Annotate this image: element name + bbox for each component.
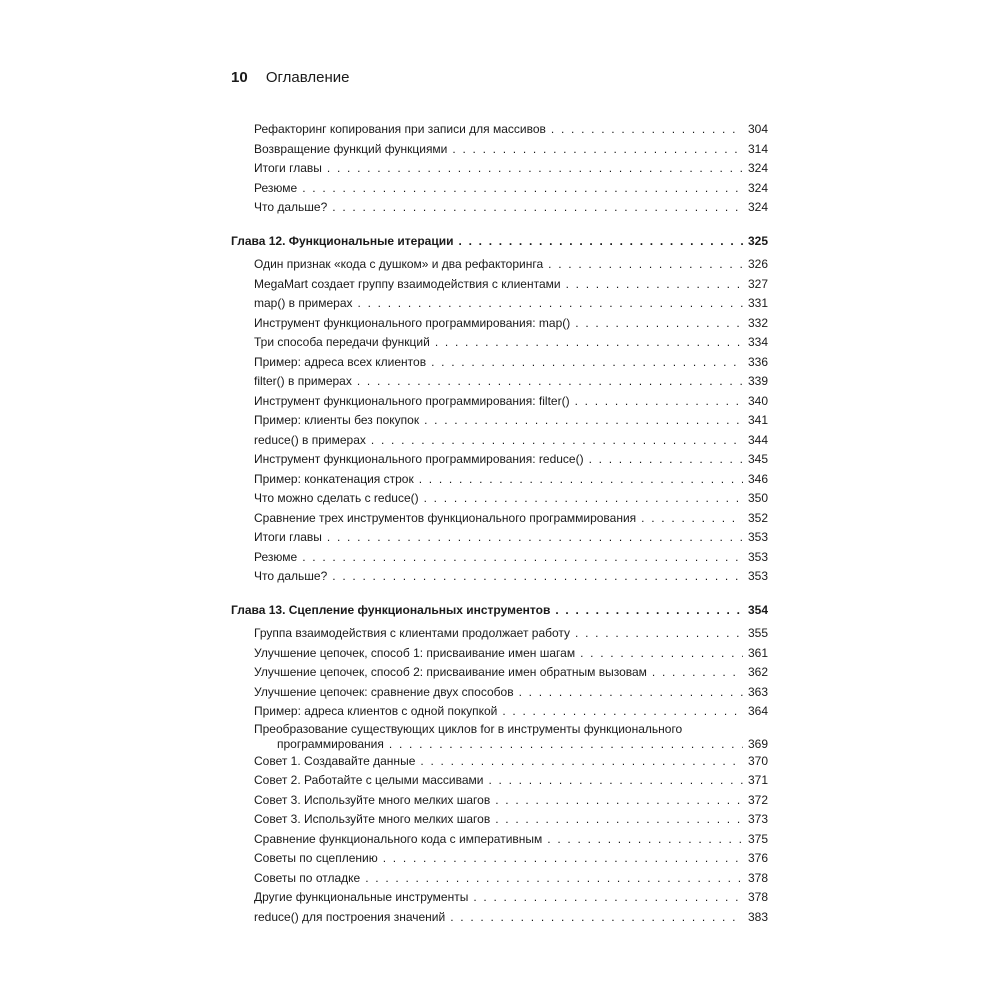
dot-leader	[365, 869, 743, 889]
dot-leader	[641, 509, 743, 529]
toc-chapter-title: Глава 12. Функциональные итерации	[231, 233, 454, 248]
toc-entry-title: Сравнение функционального кода с императивным	[254, 831, 543, 846]
toc-entry	[231, 702, 768, 722]
dot-leader	[302, 179, 743, 199]
toc-entry	[231, 120, 768, 140]
toc-entry-title: Советы по отладке	[254, 870, 361, 885]
toc-entry	[231, 722, 768, 752]
toc-entry-title: Возвращение функций функциями	[254, 141, 448, 156]
toc-entry-page: 370	[747, 753, 768, 768]
toc-entry-title: Резюме	[254, 180, 298, 195]
dot-leader	[435, 333, 743, 353]
running-head	[231, 68, 350, 88]
toc-entry	[231, 275, 768, 295]
dot-leader	[424, 489, 743, 509]
toc-entry-title: Что дальше?	[254, 200, 328, 214]
toc-chapter	[231, 601, 768, 621]
toc-entry	[231, 548, 768, 568]
toc-entry-title: Итоги главы	[254, 530, 322, 544]
toc-entry	[231, 663, 768, 683]
toc-entry-page: 362	[747, 665, 768, 679]
dot-leader	[371, 431, 743, 451]
dot-leader	[551, 120, 743, 140]
toc-entry-page: 340	[747, 393, 768, 408]
dot-leader	[495, 791, 743, 811]
toc-chapter	[231, 232, 768, 252]
toc-entry-page: 355	[747, 626, 768, 640]
toc-entry	[231, 888, 768, 908]
dot-leader	[488, 771, 743, 791]
toc-entry	[231, 431, 768, 451]
toc-entry-title: Другие функциональные инструменты	[254, 890, 469, 904]
toc-entry	[231, 509, 768, 529]
toc-entry-page: 339	[747, 374, 768, 388]
toc-entry-page: 324	[747, 180, 768, 195]
toc-entry-title: Три способа передачи функций	[254, 335, 430, 349]
toc-entry-page: 376	[747, 851, 768, 865]
toc-entry-title: Преобразование существующих циклов for в инструменты функционального	[254, 721, 683, 736]
toc-entry	[231, 255, 768, 275]
dot-leader	[327, 159, 743, 179]
toc-entry-title: Совет 3. Используйте много мелких шагов	[254, 792, 491, 807]
toc-entry-title: Совет 1. Создавайте данные	[254, 753, 416, 768]
toc-entry-title: Группа взаимодействия с клиентами продолжает работу	[254, 626, 571, 640]
toc-entry-page: 372	[747, 792, 768, 807]
toc-entry-page: 332	[747, 315, 768, 330]
toc-entry-title: Сравнение трех инструментов функционального программирования	[254, 510, 637, 525]
toc-entry	[231, 372, 768, 392]
toc-entry-page: 304	[747, 122, 768, 136]
dot-leader	[419, 470, 743, 490]
toc-entry	[231, 849, 768, 869]
toc-entry	[231, 771, 768, 791]
toc-entry-page: 369	[747, 736, 768, 751]
dot-leader	[431, 353, 743, 373]
section-title: Оглавление	[265, 69, 350, 86]
toc-entry-page: 378	[747, 870, 768, 885]
dot-leader	[459, 232, 743, 252]
toc-entry-page: 363	[747, 684, 768, 699]
toc-entry	[231, 450, 768, 470]
toc-entry	[231, 179, 768, 199]
toc-entry	[231, 470, 768, 490]
toc-entry-page: 346	[747, 471, 768, 486]
toc-entry-page: 383	[747, 909, 768, 924]
toc-entry-page: 324	[747, 161, 768, 175]
toc-entry-page: 375	[747, 831, 768, 846]
dot-leader	[575, 314, 743, 334]
dot-leader	[332, 198, 743, 218]
toc-entry	[231, 314, 768, 334]
toc-entry-title-cont: программирования	[277, 736, 384, 751]
dot-leader	[580, 644, 743, 664]
toc-entry-page: 331	[747, 296, 768, 310]
dot-leader	[420, 752, 743, 772]
toc-entry-page: 324	[747, 200, 768, 214]
toc-entry	[231, 908, 768, 928]
toc-entry	[231, 411, 768, 431]
toc-entry-page: 353	[747, 530, 768, 544]
dot-leader	[424, 411, 743, 431]
toc-entry	[231, 353, 768, 373]
toc-chapter-page: 325	[747, 233, 768, 248]
toc-entry-title: Что можно сделать с reduce()	[254, 491, 419, 505]
toc-entry	[231, 810, 768, 830]
toc-entry-page: 345	[747, 452, 768, 466]
toc-entry-title: Один признак «кода с душком» и два рефакторинга	[254, 257, 544, 271]
dot-leader	[452, 140, 743, 160]
dot-leader	[357, 372, 743, 392]
page-number: 10	[231, 69, 248, 86]
toc-chapter-page: 354	[747, 602, 768, 617]
toc-entry-title: Инструмент функционального программирования: reduce()	[254, 452, 584, 466]
dot-leader	[566, 275, 743, 295]
toc-entry-title: Пример: адреса клиентов с одной покупкой	[254, 704, 498, 718]
toc-entry-page: 352	[747, 510, 768, 525]
toc-entry	[231, 830, 768, 850]
toc-entry-title: map() в примерах	[254, 296, 353, 310]
toc-entry-title: Улучшение цепочек, способ 1: присваивание имен шагам	[254, 645, 576, 660]
dot-leader	[502, 702, 743, 722]
toc-entry-page: 353	[747, 569, 768, 583]
dot-leader	[575, 624, 743, 644]
toc-entry-title: Улучшение цепочек: сравнение двух способов	[254, 684, 514, 699]
dot-leader	[495, 810, 743, 830]
toc-entry-title: Пример: клиенты без покупок	[254, 413, 420, 427]
toc-entry-page: 350	[747, 491, 768, 505]
toc-entry	[231, 624, 768, 644]
dot-leader	[548, 255, 743, 275]
toc-entry-title: Пример: адреса всех клиентов	[254, 354, 427, 369]
toc-entry-title: Что дальше?	[254, 569, 328, 583]
toc-entry	[231, 333, 768, 353]
toc-entry-page: 326	[747, 257, 768, 271]
toc-entry	[231, 683, 768, 703]
dot-leader	[332, 567, 743, 587]
toc-entry-title: Итоги главы	[254, 161, 322, 175]
toc-entry-page: 373	[747, 812, 768, 826]
toc-entry	[231, 159, 768, 179]
toc-entry-page: 334	[747, 335, 768, 349]
toc-entry	[231, 198, 768, 218]
toc-entry-title: Резюме	[254, 549, 298, 564]
toc-entry-title: Советы по сцеплению	[254, 851, 378, 865]
dot-leader	[555, 601, 743, 621]
toc-entry	[231, 791, 768, 811]
toc-entry-page: 344	[747, 432, 768, 447]
dot-leader	[358, 294, 743, 314]
toc-entry	[231, 567, 768, 587]
toc-entry-page: 353	[747, 549, 768, 564]
dot-leader	[389, 737, 743, 752]
toc-entry	[231, 644, 768, 664]
toc-entry-title: reduce() для построения значений	[254, 909, 446, 924]
dot-leader	[519, 683, 743, 703]
toc-entry	[231, 869, 768, 889]
toc-entry-page: 341	[747, 413, 768, 427]
toc-entry-title: filter() в примерах	[254, 374, 352, 388]
dot-leader	[383, 849, 743, 869]
toc-entry	[231, 140, 768, 160]
dot-leader	[589, 450, 743, 470]
dot-leader	[302, 548, 743, 568]
toc-entry-page: 361	[747, 645, 768, 660]
toc-entry-title: Пример: конкатенация строк	[254, 471, 414, 486]
toc-entry	[231, 528, 768, 548]
toc-entry-title: Совет 2. Работайте с целыми массивами	[254, 773, 484, 787]
toc-entry-page: 327	[747, 276, 768, 291]
toc-chapter-title: Глава 13. Сцепление функциональных инструментов	[231, 602, 551, 617]
toc-entry	[231, 489, 768, 509]
toc-entry	[231, 752, 768, 772]
toc-entry-title: MegaMart создает группу взаимодействия с клиентами	[254, 276, 561, 291]
toc-entry	[231, 294, 768, 314]
table-of-contents	[231, 120, 768, 927]
dot-leader	[652, 663, 743, 683]
dot-leader	[575, 392, 743, 412]
toc-entry-title: Рефакторинг копирования при записи для массивов	[254, 122, 546, 136]
toc-entry-title: Инструмент функционального программирования: filter()	[254, 393, 570, 408]
dot-leader	[327, 528, 743, 548]
dot-leader	[450, 908, 743, 928]
dot-leader	[547, 830, 743, 850]
toc-entry-page: 336	[747, 354, 768, 369]
toc-entry	[231, 392, 768, 412]
toc-entry-page: 314	[747, 141, 768, 156]
toc-entry-title: reduce() в примерах	[254, 432, 366, 447]
toc-entry-page: 364	[747, 704, 768, 718]
dot-leader	[473, 888, 743, 908]
toc-entry-page: 378	[747, 890, 768, 904]
toc-entry-title: Улучшение цепочек, способ 2: присваивание имен обратным вызовам	[254, 665, 647, 679]
toc-entry-page: 371	[747, 773, 768, 787]
toc-entry-title: Инструмент функционального программирования: map()	[254, 315, 571, 330]
toc-entry-title: Совет 3. Используйте много мелких шагов	[254, 812, 491, 826]
